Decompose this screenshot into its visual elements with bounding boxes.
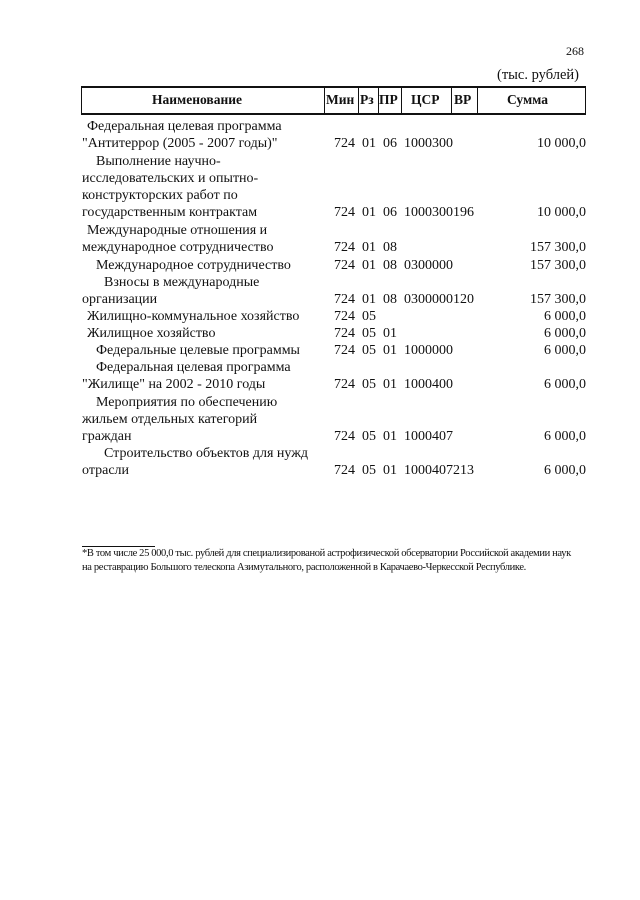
table-header [81, 86, 586, 115]
table-row [0, 274, 640, 308]
row-name-line: Международное сотрудничество [96, 258, 291, 273]
row-code: 724 01 08 [334, 240, 397, 255]
table-row [0, 445, 640, 479]
row-sum: 6 000,0 [544, 326, 586, 341]
header-divider [81, 86, 82, 115]
table-row [0, 359, 640, 393]
table-row [0, 394, 640, 445]
table-row [0, 308, 640, 325]
row-name-line: Взносы в международные [104, 275, 260, 290]
header-divider [477, 86, 478, 115]
row-sum: 157 300,0 [530, 240, 586, 255]
row-code: 724 05 01 1000407213 [334, 463, 474, 478]
row-name-line: конструкторских работ по [82, 188, 238, 203]
row-name [82, 274, 327, 308]
row-sum: 6 000,0 [544, 463, 586, 478]
header-sum: Сумма [507, 92, 549, 107]
row-name [82, 359, 327, 393]
row-sum: 10 000,0 [537, 136, 586, 151]
row-name-line: "Антитеррор (2005 - 2007 годы)" [82, 136, 278, 151]
row-name-line: организации [82, 292, 158, 307]
row-name-line: Строительство объектов для нужд [104, 446, 309, 461]
row-name-line: международное сотрудничество [82, 240, 274, 255]
table-row [0, 342, 640, 359]
header-divider [324, 86, 325, 115]
header-rz: Рз [360, 92, 374, 107]
page-number: 268 [566, 44, 584, 58]
row-sum: 6 000,0 [544, 343, 586, 358]
footnote: *В том числе 25 000,0 тыс. рублей для специализированой астрофизической обсерватории Российской академии наук на реставрацию Большого телескопа Азимутального, расположенной в Карачаево-Черкесской Республике. [82, 548, 571, 573]
row-sum: 6 000,0 [544, 377, 586, 392]
table-row [0, 325, 640, 342]
row-name-line: отрасли [82, 463, 130, 478]
header-csr: ЦСР [411, 92, 440, 107]
row-sum: 6 000,0 [544, 429, 586, 444]
header-name: Наименование [152, 92, 242, 107]
header-min: Мин [326, 92, 355, 107]
header-rule-bottom [81, 113, 586, 115]
row-name [82, 222, 327, 256]
row-name-line: исследовательских и опытно- [82, 171, 259, 186]
row-name [82, 118, 327, 152]
row-code: 724 05 01 [334, 326, 397, 341]
row-name-line: Жилищное хозяйство [87, 326, 216, 341]
header-rule-top [81, 86, 586, 88]
row-code: 724 01 08 0300000 [334, 258, 453, 273]
header-divider [358, 86, 359, 115]
row-name [82, 394, 327, 445]
row-name-line: жильем отдельных категорий [82, 412, 258, 427]
header-pr: ПР [379, 92, 398, 107]
row-name-line: Мероприятия по обеспечению [96, 395, 278, 410]
row-code: 724 05 [334, 309, 376, 324]
row-name-line: Федеральные целевые программы [96, 343, 300, 358]
row-name-line: Федеральная целевая программа [87, 119, 282, 134]
row-name [82, 445, 327, 479]
row-name-line: Жилищно-коммунальное хозяйство [87, 309, 300, 324]
row-name-line: Международные отношения и [87, 223, 268, 238]
row-code: 724 01 06 1000300 [334, 136, 453, 151]
row-name [82, 342, 327, 359]
header-divider [585, 86, 586, 115]
header-vr: ВР [454, 92, 472, 107]
row-sum: 10 000,0 [537, 205, 586, 220]
header-divider [401, 86, 402, 115]
header-divider [451, 86, 452, 115]
row-name-line: "Жилище" на 2002 - 2010 годы [82, 377, 266, 392]
row-code: 724 05 01 1000400 [334, 377, 453, 392]
row-sum: 157 300,0 [530, 258, 586, 273]
row-code: 724 05 01 1000000 [334, 343, 453, 358]
table-row [0, 257, 640, 274]
row-name-line: Выполнение научно- [96, 154, 221, 169]
row-name-line: граждан [82, 429, 132, 444]
row-name-line: государственным контрактам [82, 205, 258, 220]
row-sum: 157 300,0 [530, 292, 586, 307]
row-name [82, 325, 327, 342]
row-code: 724 01 08 0300000120 [334, 292, 474, 307]
units-label: (тыс. рублей) [497, 67, 579, 83]
table-row [0, 222, 640, 256]
table-row [0, 153, 640, 221]
table-row [0, 118, 640, 152]
row-code: 724 05 01 1000407 [334, 429, 453, 444]
row-name [82, 153, 327, 221]
row-name-line: Федеральная целевая программа [96, 360, 291, 375]
row-sum: 6 000,0 [544, 309, 586, 324]
row-name [82, 257, 327, 274]
row-code: 724 01 06 1000300196 [334, 205, 474, 220]
row-name [82, 308, 327, 325]
